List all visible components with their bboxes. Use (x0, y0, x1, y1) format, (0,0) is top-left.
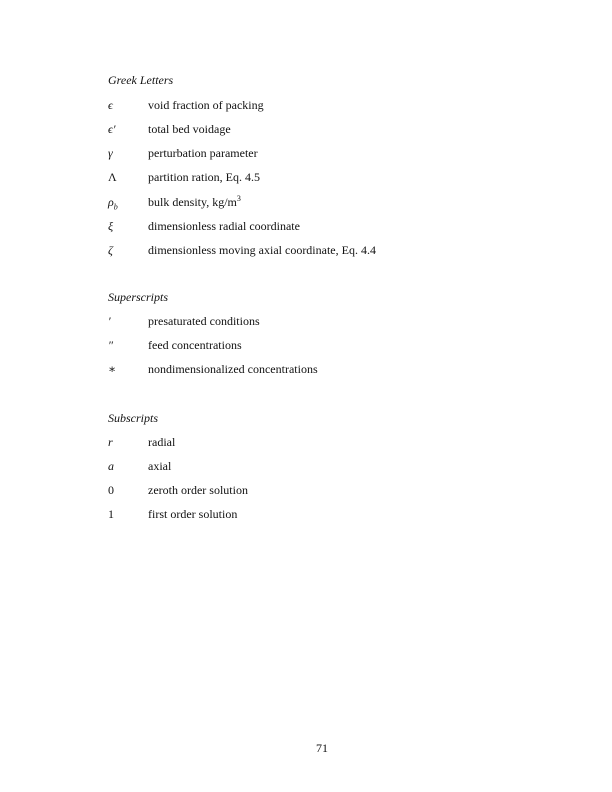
symbol-zero: 0 (108, 483, 114, 497)
symbol-rho-b (108, 195, 118, 212)
subscript-b: b (113, 202, 118, 212)
symbol-lambda: Λ (108, 170, 117, 184)
description: nondimensionalized concentrations (148, 362, 318, 376)
symbol-rho: ρ (108, 195, 114, 209)
symbol-double-prime: ″ (108, 338, 113, 352)
symbol-prime: ′ (108, 314, 111, 328)
description: void fraction of packing (148, 98, 264, 112)
page-number: 71 (316, 741, 328, 755)
description: axial (148, 459, 172, 473)
symbol-xi: ξ (108, 219, 114, 233)
description: zeroth order solution (148, 483, 248, 497)
description-text: bulk density, kg/m (148, 195, 237, 209)
section-heading-greek-letters: Greek Letters (108, 73, 174, 87)
symbol-r: r (108, 435, 113, 449)
symbol-gamma: γ (108, 146, 113, 160)
symbol-a: a (108, 459, 114, 473)
description: first order solution (148, 507, 238, 521)
description: presaturated conditions (148, 314, 260, 328)
section-heading-subscripts: Subscripts (108, 411, 159, 425)
symbol-asterisk: ∗ (108, 362, 117, 376)
description: dimensionless radial coordinate (148, 219, 300, 233)
section-heading-superscripts: Superscripts (108, 290, 168, 304)
symbol-epsilon-prime: ϵ′ (108, 122, 116, 136)
description: partition ration, Eq. 4.5 (148, 170, 260, 184)
symbol-zeta: ζ (108, 243, 113, 257)
exponent: 3 (236, 194, 241, 203)
description: feed concentrations (148, 338, 242, 352)
description: perturbation parameter (148, 146, 258, 160)
description: total bed voidage (148, 122, 231, 136)
description: dimensionless moving axial coordinate, Eq. 4.4 (148, 243, 376, 257)
symbol-one: 1 (108, 507, 114, 521)
symbol-epsilon: ϵ (108, 98, 113, 112)
description (148, 195, 241, 209)
description: radial (148, 435, 176, 449)
